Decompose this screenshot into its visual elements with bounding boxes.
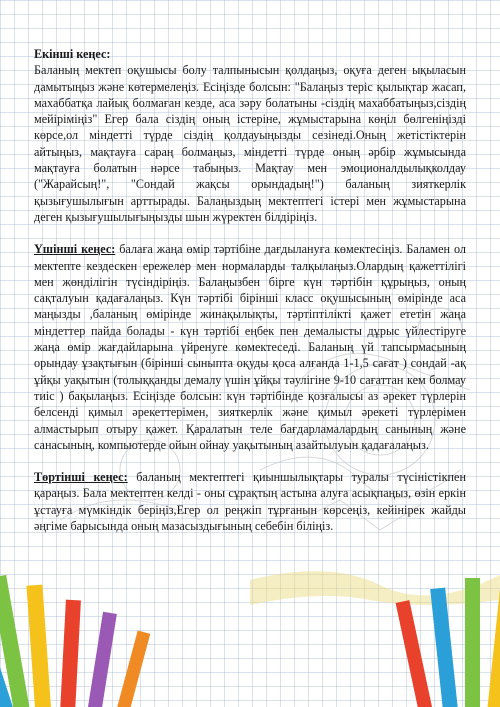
section-text: балаға жаңа өмір тәртібіне дағдылануға көмектесіңіз. Баламен ол мектепте кездескен ережелер мен нормаларды талқылаңыз.Олардың қажеттілігі мен жөнділігін түсіндіріңіз. Балаңызбен бірге күн тәртібін құрыңыз, оның сақталуын қадағалаңыз. Күн тәртібі бірінші класс оқушысының өмірінде аса маңызды ,баланың өмірінде жинақылықты, тәртіптілікті қажет ететін жаңа міндеттер пайда болады - күн тәртібі еңбек пен демалысты дұрыс үйлестіруге жаңа өмір жағдайларына үйренуге көмектеседі. Баланың үй тапсырмасының орындау ұзақтығын (бірінші сыныпта оқуды қоса алғанда 1-1,5 сағат ) сондай -ақ ұйқы уақытын (толыққанды демалу үшін ұйқы тәулігіне 9-10 сағаттан кем болмау тиіс ) бақылаңыз. Есіңізде болсын: күн тәртібінде қозғалысы аз әрекет түрлерін белсенді қимыл әрекеттерімен, зияткерлік және қимыл әрекеті түрлерімен алмастырып отыру қажет. Қаралатын теле бағдарламалардың санының және санасының, компьютерде ойын ойнау уақытының азайтылуын қадағалаңыз.	[34, 242, 466, 452]
section-lead: Төртінші кеңес:	[34, 470, 128, 485]
section-third-tip	[34, 241, 466, 453]
section-second-tip	[34, 46, 466, 225]
section-lead: Үшінші кеңес:	[34, 242, 116, 257]
section-text: Баланың мектеп оқушысы болу талпынысын қолдаңыз, оқуға деген ықыласын дамытыңыз және көтермелеңіз. Есіңізде болсын: "Балаңыз теріс қылықтар жасап, махаббатқа лайық болмаған кезде, аса зәру болатыны -сіздің махаббатыңыз,сіздің мейіріміңіз" Егер бала сіздің оның істеріне, жұмыстарына көңіл бөлгеніңізді көрсе,ол міндетті түрде сіздің қолдауыңызды сезінеді.Оның жетістіктерін айтыңыз, мақтауға сараң болмаңыз, міндетті түрде оның әрбір жұмысында мақтауға болатын нәрсе табыңыз. Мақтау мен эмоционалдылықколдау ("Жарайсың!", "Сондай жақсы орындадың!") баланың зияткерлік қызығушылығын арттырады. Балаңыздың мектептегі істері мен жұмыстарына деген қызығушылығыңызды шын жүректен білдіріңіз.	[34, 63, 466, 224]
section-text: баланың мектептегі қиыншылықтары туралы түсіністікпен қараңыз. Бала мектептен келді - оны сұрақтың астына алуға асықпаңыз, өзін еркін ұстауға мүмкіндік беріңіз,Егер ол реңжіп тұрғанын көрсеңіз, кейінірек жайды әңгіме барысында оның мазасыздығының себебін біліңіз.	[34, 470, 466, 534]
section-heading: Екінші кеңес:	[34, 47, 111, 61]
section-fourth-tip	[34, 469, 466, 534]
document-body	[34, 46, 466, 550]
